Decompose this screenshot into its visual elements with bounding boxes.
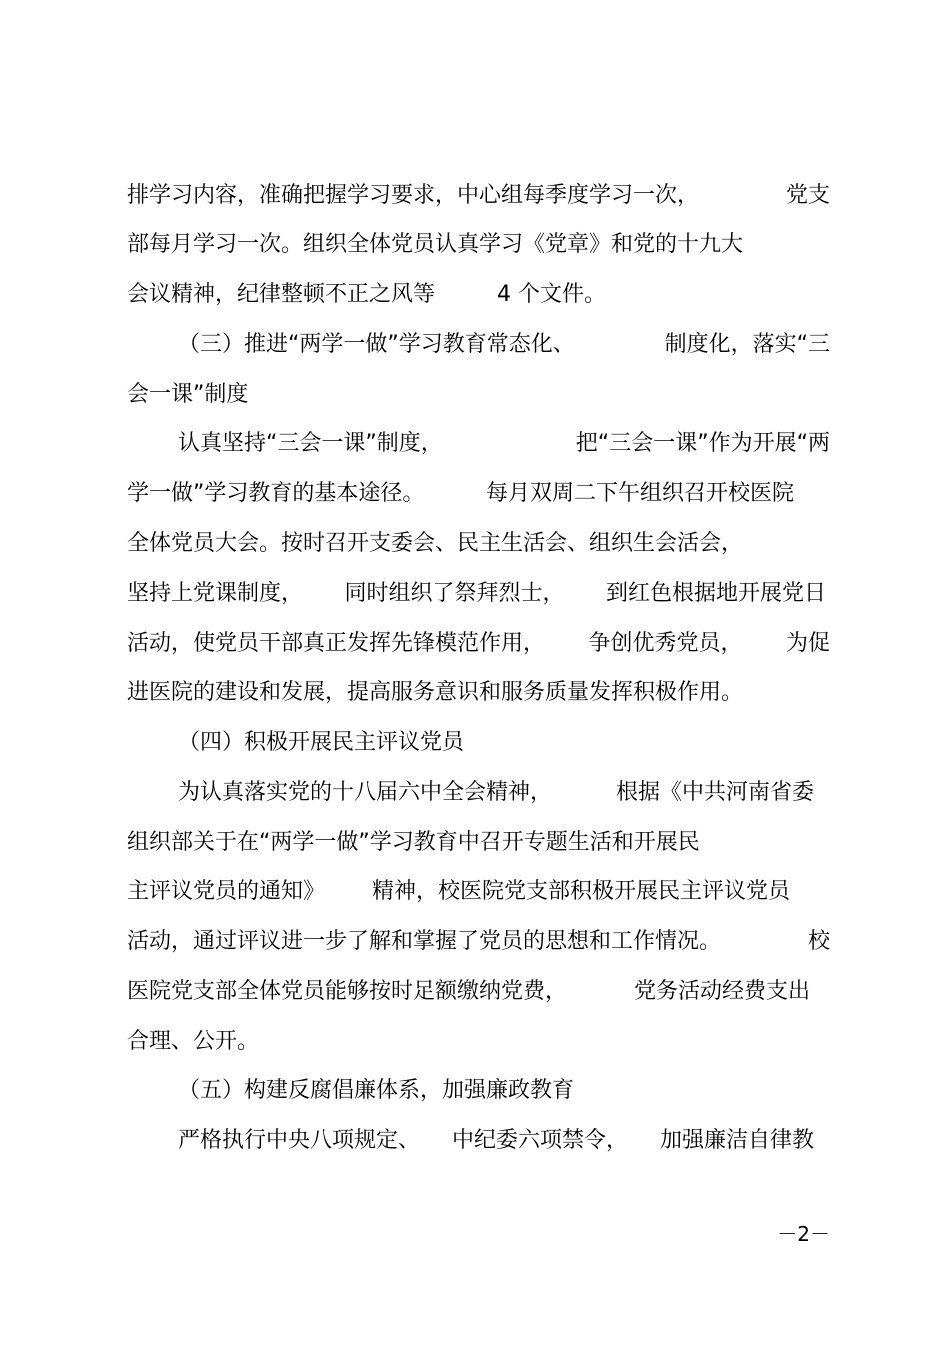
body-line: 活动，使党员干部真正发挥先锋模范作用， 争创优秀党员， 为促 bbox=[127, 631, 830, 656]
section-heading-3: （三）推进“两学一做”学习教育常态化、 制度化，落实“三 bbox=[178, 332, 830, 357]
paragraph-first-line: 认真坚持“三会一课”制度， 把“三会一课”作为开展“两 bbox=[178, 431, 830, 456]
paragraph-first-line: 为认真落实党的十八届六中全会精神， 根据《中共河南省委 bbox=[178, 780, 814, 805]
section-heading-4: （四）积极开展民主评议党员 bbox=[178, 730, 465, 755]
body-line: 部每月学习一次。组织全体党员认真学习《党章》和党的十九大 bbox=[127, 232, 744, 257]
section-heading-5: （五）构建反腐倡廉体系，加强廉政教育 bbox=[178, 1078, 575, 1103]
body-line: 会议精神，纪律整顿不正之风等 4 个文件。 bbox=[127, 282, 607, 307]
body-line: 合理、公开。 bbox=[127, 1029, 260, 1054]
body-line: 医院党支部全体党员能够按时足额缴纳党费， 党务活动经费支出 bbox=[127, 979, 810, 1004]
body-line: 学一做”学习教育的基本途径。 每月双周二下午组织召开校医院 bbox=[127, 481, 794, 506]
body-line: 主评议党员的通知》 精神，校医院党支部积极开展民主评议党员 bbox=[127, 879, 790, 904]
body-line: 排学习内容，准确把握学习要求，中心组每季度学习一次， 党支 bbox=[127, 183, 830, 208]
body-line: 进医院的建设和发展，提高服务意识和服务质量发挥积极作用。 bbox=[127, 680, 744, 705]
body-line: 活动，通过评议进一步了解和掌握了党员的思想和工作情况。 校 bbox=[127, 929, 830, 954]
paragraph-first-line: 严格执行中央八项规定、 中纪委六项禁令， 加强廉洁自律教 bbox=[178, 1128, 814, 1153]
body-line: 全体党员大会。按时召开支委会、民主生活会、组织生会活会， bbox=[127, 531, 744, 556]
body-line: 组织部关于在“两学一做”学习教育中召开专题生活和开展民 bbox=[127, 830, 700, 855]
body-line: 坚持上党课制度， 同时组织了祭拜烈士， 到红色根据地开展党日 bbox=[127, 581, 826, 606]
section-heading-3-continued: 会一课”制度 bbox=[127, 382, 249, 407]
page-number: －2－ bbox=[777, 1222, 830, 1246]
